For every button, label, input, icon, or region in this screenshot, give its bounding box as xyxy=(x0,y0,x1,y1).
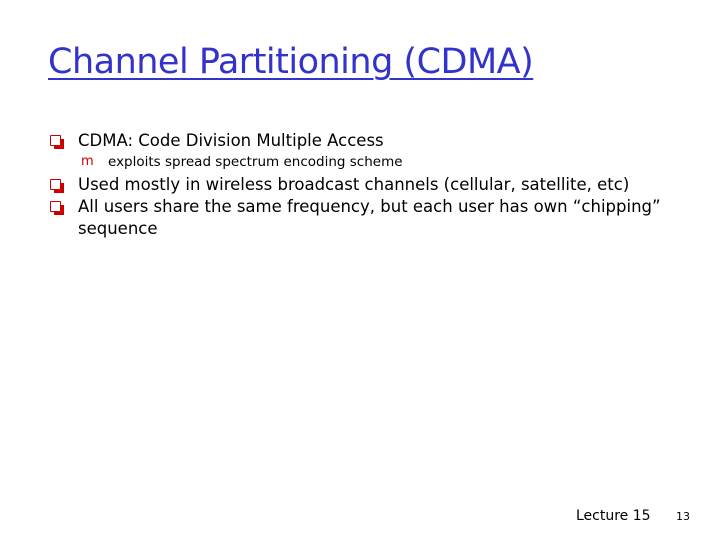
page-number: 13 xyxy=(676,510,690,523)
square-bullet-icon xyxy=(50,179,61,190)
bullet-item xyxy=(50,196,670,240)
bullet-text: Used mostly in wireless broadcast channels (cellular, satellite, etc) xyxy=(78,175,630,194)
square-bullet-icon xyxy=(50,135,61,146)
sub-bullet-item xyxy=(50,152,670,172)
sub-bullet-icon: m xyxy=(81,154,94,169)
bullet-list xyxy=(50,130,670,240)
bullet-item xyxy=(50,130,670,152)
slide-title: Channel Partitioning (CDMA) xyxy=(48,42,534,82)
footer-lecture-label: Lecture 15 xyxy=(576,508,651,524)
sub-bullet-text: exploits spread spectrum encoding scheme xyxy=(108,154,403,170)
bullet-item xyxy=(50,174,670,196)
bullet-text: CDMA: Code Division Multiple Access xyxy=(78,131,384,150)
square-bullet-icon xyxy=(50,201,61,212)
bullet-text: All users share the same frequency, but each user has own “chipping” sequence xyxy=(78,197,661,238)
